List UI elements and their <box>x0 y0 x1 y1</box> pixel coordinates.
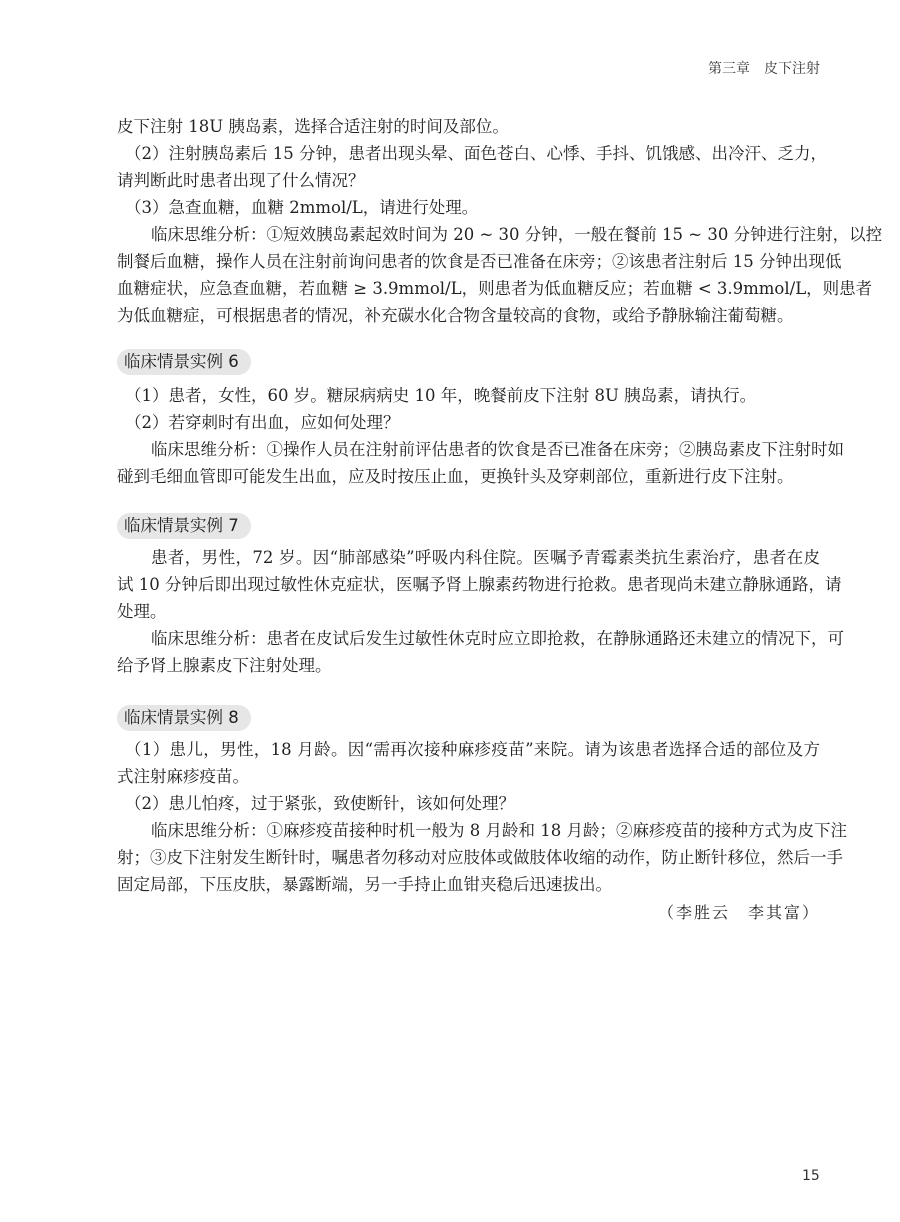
text-line: 试 10 分钟后即出现过敏性休克症状，医嘱予肾上腺素药物进行抢救。患者现尚未建立静脉通路，请 <box>117 575 842 594</box>
text-line: 临床思维分析：①操作人员在注射前评估患者的饮食是否已准备在床旁；②胰岛素皮下注射时如 <box>151 440 844 459</box>
case-6-heading: 临床情景实例 6 <box>117 349 251 375</box>
case-8-body <box>117 736 847 898</box>
intro-section <box>117 113 883 329</box>
case-7-heading: 临床情景实例 7 <box>117 513 251 539</box>
text-line: 临床思维分析：①麻疹疫苗接种时机一般为 8 月龄和 18 月龄；②麻疹疫苗的接种方式为皮下注 <box>151 821 847 840</box>
text-line: 固定局部，下压皮肤，暴露断端，另一手持止血钳夹稳后迅速拔出。 <box>117 875 612 894</box>
text-line: 血糖症状，应急查血糖，若血糖 ≥ 3.9mmol/L，则患者为低血糖反应；若血糖 < 3.9mmol/L，则患者 <box>117 279 873 298</box>
text-line: 式注射麻疹疫苗。 <box>117 767 249 786</box>
authors: （李胜云 李其富） <box>657 903 820 922</box>
text-line: 处理。 <box>117 602 167 621</box>
text-line: 临床思维分析：①短效胰岛素起效时间为 20 ~ 30 分钟，一般在餐前 15 ~ 30 分钟进行注射，以控 <box>151 225 883 244</box>
text-line: （2）患儿怕疼，过于紧张，致使断针，该如何处理？ <box>125 794 515 813</box>
text-line: 碰到毛细血管即可能发生出血，应及时按压止血，更换针头及穿刺部位，重新进行皮下注射。 <box>117 467 794 486</box>
text-line: （1）患者，女性，60 岁。糖尿病病史 10 年，晚餐前皮下注射 8U 胰岛素，请执行。 <box>125 386 757 405</box>
case-7-body <box>117 544 844 679</box>
text-line: （3）急查血糖，血糖 2mmol/L，请进行处理。 <box>125 198 479 217</box>
text-line: 皮下注射 18U 胰岛素，选择合适注射的时间及部位。 <box>117 117 509 136</box>
text-line: 射；③皮下注射发生断针时，嘱患者勿移动对应肢体或做肢体收缩的动作，防止断针移位，然后一手 <box>117 848 843 867</box>
case-8-heading: 临床情景实例 8 <box>117 705 251 731</box>
case-6-body <box>117 382 844 490</box>
page-number: 15 <box>802 1168 820 1184</box>
running-header: 第三章 皮下注射 <box>708 61 820 77</box>
text-line: 给予肾上腺素皮下注射处理。 <box>117 656 332 675</box>
text-line: 为低血糖症，可根据患者的情况，补充碳水化合物含量较高的食物，或给予静脉输注葡萄糖。 <box>117 306 794 325</box>
text-line: （2）注射胰岛素后 15 分钟，患者出现头晕、面色苍白、心悸、手抖、饥饿感、出冷汗、乏力， <box>125 144 827 163</box>
text-line: 请判断此时患者出现了什么情况？ <box>117 171 365 190</box>
text-line: 患者，男性，72 岁。因“肺部感染”呼吸内科住院。医嘱予青霉素类抗生素治疗，患者在皮 <box>151 548 820 567</box>
text-line: 临床思维分析：患者在皮试后发生过敏性休克时应立即抢救，在静脉通路还未建立的情况下，可 <box>151 629 844 648</box>
text-line: （2）若穿刺时有出血，应如何处理？ <box>125 413 400 432</box>
text-line: 制餐后血糖，操作人员在注射前询问患者的饮食是否已准备在床旁；②该患者注射后 15 分钟出现低 <box>117 252 842 271</box>
text-line: （1）患儿，男性，18 月龄。因“需再次接种麻疹疫苗”来院。请为该患者选择合适的部位及方 <box>125 740 820 759</box>
